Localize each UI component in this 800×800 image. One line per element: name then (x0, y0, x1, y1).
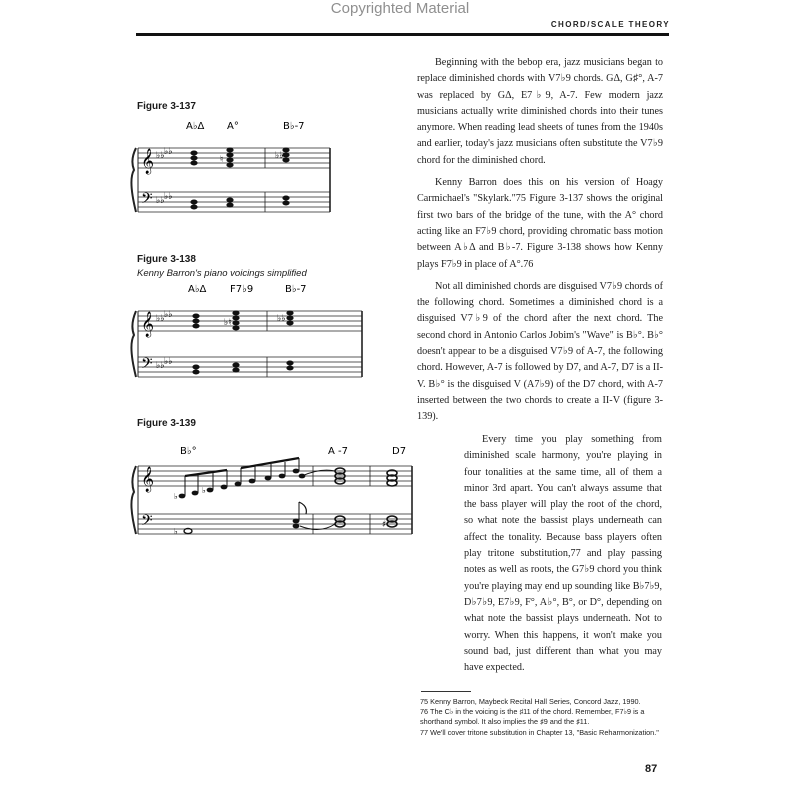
bass-clef-icon: 𝄢 (141, 355, 153, 376)
svg-text:♭♭: ♭♭ (156, 361, 165, 371)
paragraph-4: Every time you play something from diminished scale harmony, you're playing in four tonalities at the same time, all of them a minor 3rd apart. You can't always assume that the bass player will play the root of the chord, so what note the bassist plays underneath can affect the tonality. Because bass players often play tritone substitution,77 and play passing notes as well as roots, the G7♭9 chord you think you're playing may end up sounding like B♭7♭9, D♭7♭9, E7♭9, F°, A♭°, B°, or D°, depending on what note the bassist plays underneath. Not to worry. When this happens, it won't make you sound bad, just different than what you may have expected. (464, 434, 662, 674)
figure-3-138-notation (130, 283, 370, 388)
chord-symbol: A♭Δ (188, 284, 207, 295)
chord-symbol: B♭-7 (283, 121, 305, 132)
footnote-rule (421, 691, 471, 692)
svg-text:♭♭: ♭♭ (164, 310, 173, 320)
system-brace (131, 466, 136, 534)
chord-symbol: A♭Δ (186, 121, 205, 132)
svg-text:♭♭: ♭♭ (164, 147, 173, 157)
figure-3-137-label: Figure 3-137 (137, 101, 196, 112)
treble-clef-icon: 𝄞 (141, 467, 155, 492)
figure-3-139-notation (130, 440, 415, 552)
footnote-77: 77 We'll cover tritone substitution in Chapter 13, "Basic Reharmonization." (420, 727, 659, 737)
chord-symbol: B♭° (180, 446, 197, 457)
figure-3-138-label: Figure 3-138 (137, 254, 196, 265)
svg-text:♭: ♭ (174, 492, 178, 501)
system-brace (131, 311, 136, 377)
header-rule (136, 33, 669, 36)
treble-staff (138, 466, 412, 486)
svg-text:♭♭: ♭♭ (156, 196, 165, 206)
page-number: 87 (645, 763, 658, 775)
chord-symbol: A° (227, 121, 239, 132)
svg-text:♮: ♮ (220, 155, 224, 165)
svg-text:♭: ♭ (174, 527, 178, 536)
whole-notes (335, 468, 397, 527)
svg-text:♯: ♯ (382, 520, 387, 530)
bass-staff (138, 514, 412, 534)
bass-noteheads (184, 519, 299, 534)
copyright-watermark: Copyrighted Material (330, 0, 470, 17)
body-column (417, 55, 663, 432)
svg-text:♭♮: ♭♮ (224, 318, 232, 328)
paragraph-3: Not all diminished chords are disguised V7♭9 chords of the following chord. Sometimes a diminished chord is a disguised V7♭9 of the chord after the next chord. The second chord in Antonio Carlos Jobim's "Wave" is B♭°. B♭° doesn't appear to be a disguised V7♭9 of A-7, the following chord. However, A-7 is followed by D7, and A-7, D7 is a II-V. B♭° is the disguised V (A7♭9) of the D7 chord, with A-7 inserted between the two chords to create a II-V (figure 3-139). (417, 280, 663, 423)
paragraph-4-wrapper (464, 432, 662, 682)
footnote-75: 75 Kenny Barron, Maybeck Recital Hall Series, Concord Jazz, 1990. (420, 697, 641, 706)
paragraph-2: Kenny Barron does this on his version of Hoagy Carmichael's "Skylark."75 Figure 3-137 shows the original first two bars of the bridge of the tune, with the A° chord acting like an F7♭9 chord, providing chromatic bass motion between A♭Δ and B♭-7. Figure 3-138 shows how Kenny plays F7♭9 in place of A°.76 (417, 177, 663, 270)
footnote-76: 76 The C♭ in the voicing is the ♯11 of the chord. Remember, F7♭9 is a shorthand symbol. It also implies the ♯9 and the ♯11. (420, 707, 645, 727)
key-signature-flats-icon: ♭♭ (156, 151, 165, 161)
bass-clef-icon: 𝄢 (141, 190, 153, 211)
chord-symbol: B♭-7 (285, 284, 307, 295)
treble-clef-icon: 𝄞 (141, 312, 155, 337)
svg-text:♭♭: ♭♭ (277, 314, 286, 324)
svg-text:♭♭: ♭♭ (275, 151, 284, 161)
running-head: CHORD/SCALE THEORY (550, 20, 670, 29)
svg-text:♭♭: ♭♭ (164, 192, 173, 202)
system-brace (131, 148, 136, 212)
footnotes (420, 697, 665, 738)
svg-text:♭: ♭ (202, 486, 206, 495)
chord-symbol: D7 (392, 446, 407, 457)
paragraph-1: Beginning with the bebop era, jazz musicians began to replace diminished chords with V7♭9 chords. GΔ, G♯°, A-7 was replaced by GΔ, E7♭9, A-7. Few modern jazz musicians actually write diminished chords into their tunes anymore. When reading lead sheets of tunes from the 1940s and earlier, today's jazz musicians often substitute the V7♭9 chord for the diminished chord. (417, 57, 663, 166)
treble-clef-icon: 𝄞 (141, 149, 155, 174)
figure-3-137-notation (130, 120, 340, 230)
key-signature-flats-icon: ♭♭ (156, 314, 165, 324)
figure-3-138-caption: Kenny Barron's piano voicings simplified (137, 268, 307, 279)
chord-symbol: F7♭9 (230, 284, 254, 295)
svg-text:♭♭: ♭♭ (164, 357, 173, 367)
figure-3-139-label: Figure 3-139 (137, 418, 196, 429)
chord-symbol: A -7 (328, 446, 348, 457)
bass-clef-icon: 𝄢 (141, 512, 153, 533)
